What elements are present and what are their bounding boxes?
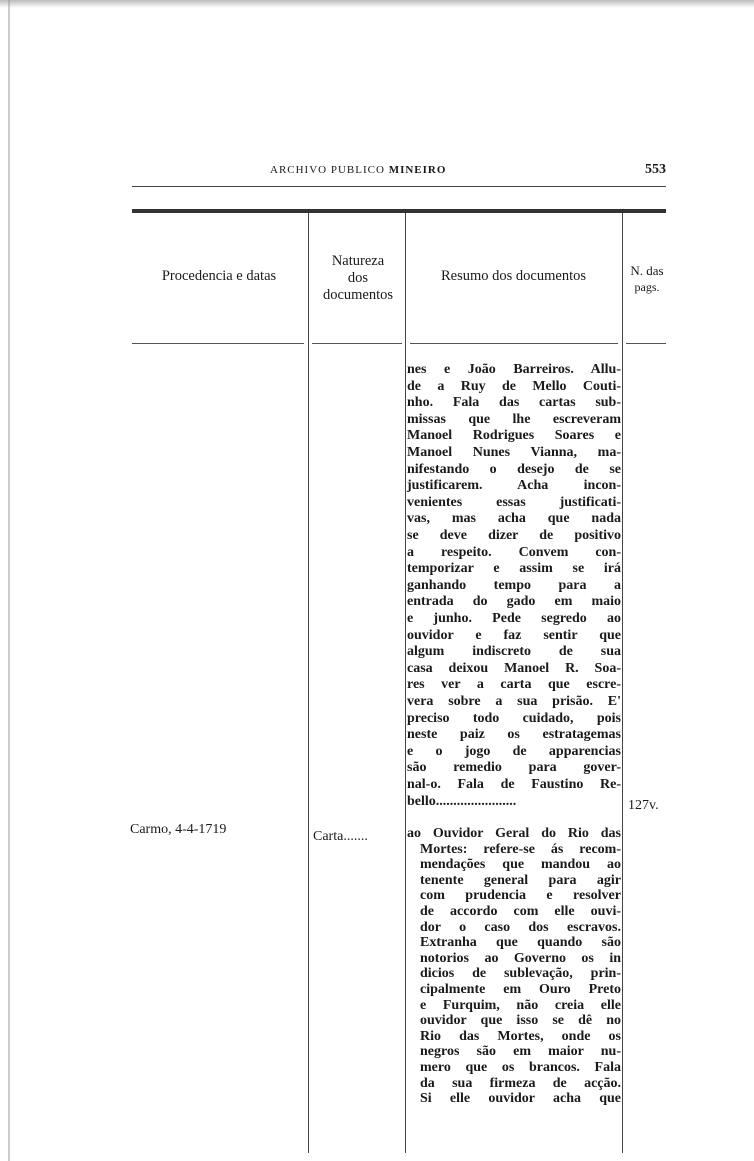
header-rule [132,186,666,187]
summary-line: nho. Fala das cartas sub- [407,395,621,411]
summary-line: de accordo com elle ouvi- [420,904,621,919]
summary-line: nifestando o desejo de se [407,461,621,477]
summary-line: dor o caso dos escravos. [420,919,621,935]
column-divider [405,213,406,1153]
summary-line: preciso todo cuidado, pois [407,710,621,726]
column-header-natureza [308,253,408,304]
summary-line: temporizar e assim se irá [407,561,621,577]
summary-line: justificarem. Acha incon- [407,478,621,494]
summary-line: Manoel Rodrigues Soares e [407,428,621,444]
page-number: 553 [645,162,666,177]
summary-line: missas que lhe escreveram [407,411,621,427]
header-bottom-rule [410,343,618,344]
summary-line: casa deixou Manoel R. Soa- [407,660,621,676]
summary-line: nal-o. Fala de Faustino Re- [407,777,621,792]
running-title-b: MINEIRO [388,164,447,176]
scan-left-edge [8,0,10,1161]
summary-line: ouvidor e faz sentir que [407,627,621,643]
summary-line: da sua firmeza de acção. [420,1075,621,1091]
natureza-line: dos [347,270,369,286]
summary-line: Extranha que quando são [420,935,621,951]
summary-line: Manoel Nunes Vianna, ma- [407,445,621,460]
summary-line: com prudencia e resolver [420,888,621,904]
natureza-line: Natureza [331,253,385,269]
running-title [270,164,446,176]
column-header-procedencia: Procedencia e datas [161,268,277,284]
summary-line: vas, mas acha que nada [407,511,621,527]
summary-line: notorios ao Governo os in [420,950,621,966]
summary-line: algum indiscreto de sua [407,644,621,660]
summary-line: venientes essas justificati- [407,494,621,510]
summary-line: e junho. Pede segredo ao [407,611,621,626]
summary-line: negros são em maior nu- [420,1044,621,1060]
header-bottom-rule [132,343,304,344]
summary-line: a respeito. Convem con- [407,544,621,560]
summary-line: tenente general para agir [420,872,621,888]
summary-line: ao Ouvidor Geral do Rio das [407,826,621,841]
header-bottom-rule [312,343,402,344]
summary-line: ganhando tempo para a [407,577,621,593]
summary-line: ouvidor que isso se dê no [420,1013,621,1029]
column-divider [308,213,309,1153]
summary-line: Mortes: refere-se ás recom- [420,841,621,857]
header-bottom-rule [626,343,666,344]
table-top-rule [132,209,666,213]
column-divider [622,213,623,1153]
summary-line: se deve dizer de positivo [407,528,621,543]
running-title-a: ARCHIVO PUBLICO [270,164,385,176]
entry-2-nature: Carta....... [313,829,368,844]
summary-line: e Furquim, não creia elle [420,997,621,1013]
summary-line: cipalmente em Ouro Preto [420,982,621,997]
pages-line: pags. [634,280,660,294]
summary-line: e o jogo de apparencias [407,743,621,759]
summary-line: nes e João Barreiros. Allu- [407,362,621,377]
column-header-pages [622,262,672,296]
summary-line: mendações que mandou ao [420,857,621,873]
summary-line: res ver a carta que escre- [407,677,621,693]
entry-2-origin: Carmo, 4-4-1719 [130,822,227,837]
summary-line: são remedio para gover- [407,760,621,776]
entry-1-pages: 127v. [628,798,659,813]
summary-line: entrada do gado em maio [407,594,621,610]
summary-line: mero que os brancos. Fala [420,1060,621,1075]
summary-line: neste paiz os estratagemas [407,727,621,743]
column-header-resumo: Resumo dos documentos [441,268,586,284]
summary-line: Rio das Mortes, onde os [420,1028,621,1044]
pages-line: N. das [630,263,664,278]
summary-line: de a Ruy de Mello Couti- [407,378,621,394]
summary-line: Si elle ouvidor acha que [420,1091,621,1107]
summary-line: bello....................... [407,793,517,809]
scan-top-edge [0,0,754,8]
natureza-line: documentos [322,287,394,303]
summary-line: dicios de sublevação, prin- [420,966,621,982]
summary-line: vera sobre a sua prisão. E' [407,694,621,709]
